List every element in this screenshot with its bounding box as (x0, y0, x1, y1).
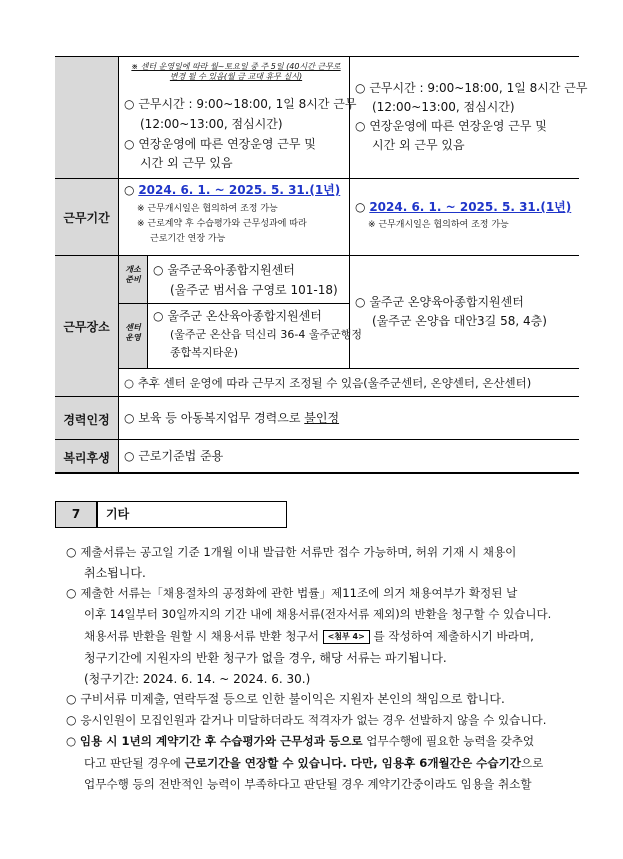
welfare-text-value: 근로기준법 준용 (138, 449, 224, 463)
item-2-line-5: (청구기간: 2024. 6. 14. ~ 2024. 6. 30.) (84, 672, 311, 686)
left-lunch: (12:00~13:00, 점심시간) (140, 117, 283, 131)
item-4-line-1 (66, 713, 546, 727)
career-label: 경력인정 (63, 413, 110, 427)
bullet: ○ (66, 545, 77, 559)
sub-label-oper-2: 운영 (125, 333, 141, 342)
bullet: ○ (124, 183, 135, 197)
sub-label-oper (119, 323, 147, 343)
item-5-line-1b: 업무수행에 필요한 능력을 갖추었 (362, 734, 535, 748)
bullet: ○ (355, 295, 366, 309)
item-3-line-1 (66, 692, 505, 706)
sub-label-oper-1: 센터 (125, 323, 141, 332)
bullet: ○ (66, 586, 77, 600)
table-line (147, 255, 148, 368)
sub-label-prep (119, 265, 147, 285)
place-sub2-name (153, 309, 322, 323)
place-sub1-addr: (울주군 범서읍 구영로 101-18) (170, 283, 338, 297)
place-right-name-text: 울주군 온양육아종합지원센터 (369, 295, 524, 309)
right-period-date: 2024. 6. 1. ~ 2025. 5. 31.(1년) (369, 200, 572, 214)
welfare-label: 복리후생 (63, 451, 110, 465)
item-1-text: 제출서류는 공고일 기준 1개월 이내 발급한 서류만 접수 가능하며, 허위 기재 시 채용이 (80, 545, 517, 559)
place-sub1-name-text: 울주군육아종합지원센터 (167, 263, 295, 277)
bullet: ○ (66, 734, 77, 748)
right-period-note: ※ 근무개시일은 협의하여 조정 가능 (368, 220, 509, 230)
item-2-text: 제출한 서류는「채용절차의 공정화에 관한 법률」제11조에 의거 채용여부가 확정된 날 (80, 586, 518, 600)
item-5-line-2c: 으로 (520, 756, 544, 770)
left-extra (124, 137, 316, 151)
item-5-line-1 (66, 734, 534, 748)
right-extra (355, 119, 547, 133)
left-period (124, 183, 340, 197)
item-2-line-4: 청구기간에 지원자의 반환 청구가 없을 경우, 해당 서류는 파기됩니다. (84, 651, 447, 665)
sub-label-prep-2: 준비 (125, 275, 141, 284)
sub-label-prep-1: 개소 (125, 265, 141, 274)
left-extra-2: 시간 외 근무 있음 (140, 156, 233, 170)
right-extra-2: 시간 외 근무 있음 (372, 138, 465, 152)
header-col-bg-top (55, 57, 118, 178)
table-line (55, 255, 579, 256)
career-text-underline: 불인정 (304, 411, 340, 425)
item-2-line-3b: 를 작성하여 제출하시기 바라며, (373, 629, 534, 643)
right-lunch: (12:00~13:00, 점심시간) (372, 100, 515, 114)
place-footer-text: 추후 센터 운영에 따라 근무지 조정될 수 있음(울주군센터, 온양센터, 온산센터) (137, 376, 532, 390)
item-5-line-1a: 임용 시 1년의 계약기간 후 수습평가와 근무성과 등으로 (79, 734, 363, 748)
place-footer (124, 376, 531, 390)
career-text-pre: 보육 등 아동복지업무 경력으로 (138, 411, 305, 425)
left-period-note-1: ※ 근무개시일은 협의하여 조정 가능 (137, 204, 278, 214)
right-period (355, 200, 571, 214)
hours-note: ※ 센터 운영일에 따라 월~토요일 중 주 5일 (40시간 근무로 변경 될 수 있음(월 금 교대 휴무 실시) (131, 62, 341, 81)
section-number: 7 (71, 507, 81, 521)
place-sub2-name-text: 울주군 온산육아종합지원센터 (167, 309, 322, 323)
place-label: 근무장소 (63, 320, 110, 334)
left-period-note-3: 근로기간 연장 가능 (150, 234, 226, 244)
right-hours-text: 근무시간 : 9:00~18:00, 1일 8시간 근무 (369, 81, 588, 95)
left-hours-text: 근무시간 : 9:00~18:00, 1일 8시간 근무 (138, 97, 357, 111)
table-line (55, 396, 579, 397)
bullet: ○ (124, 376, 135, 390)
career-text (124, 411, 339, 425)
attachment-box: <첨부 4> (323, 630, 370, 644)
right-hours (355, 81, 587, 95)
bullet: ○ (124, 449, 135, 463)
bullet: ○ (66, 692, 77, 706)
place-sub2-addr-2: 종합복지타운) (170, 346, 239, 359)
bullet: ○ (66, 713, 77, 727)
bullet: ○ (124, 411, 135, 425)
bullet: ○ (124, 97, 135, 111)
item-5-line-2 (84, 756, 543, 770)
item-5-line-2a: 다고 판단될 경우에 (84, 756, 185, 770)
bullet: ○ (355, 200, 366, 214)
table-line (55, 439, 579, 440)
left-hours (124, 97, 356, 111)
item-5-line-3: 업무수행 등의 전반적인 능력이 부족하다고 판단될 경우 계약기간중이라도 임용을 취소할 (84, 777, 532, 791)
bullet: ○ (124, 137, 135, 151)
table-line (55, 56, 579, 57)
bullet: ○ (153, 263, 164, 277)
item-3-text: 구비서류 미제출, 연락두절 등으로 인한 불이익은 지원자 본인의 책임으로 합니다. (80, 692, 505, 706)
left-period-note-2: ※ 근로계약 후 수습평가와 근무성과에 따라 (137, 219, 307, 229)
item-4-text: 응시인원이 모집인원과 같거나 미달하더라도 적격자가 없는 경우 선발하지 않을 수 있습니다. (80, 713, 547, 727)
place-sub2-addr-1: (울주군 온산읍 덕신리 36-4 울주군행정 (170, 328, 363, 341)
section-title: 기타 (106, 507, 130, 521)
bullet: ○ (153, 309, 164, 323)
item-2-line-1 (66, 586, 517, 600)
right-extra-text: 연장운영에 따른 연장운영 근무 및 (369, 119, 547, 133)
bullet: ○ (355, 119, 366, 133)
item-2-line-3a: 채용서류 반환을 원할 시 채용서류 반환 청구서 (84, 629, 319, 643)
bullet: ○ (355, 81, 366, 95)
item-1-line-1 (66, 545, 516, 559)
place-right-name (355, 295, 524, 309)
table-line (55, 178, 579, 179)
left-period-date: 2024. 6. 1. ~ 2025. 5. 31.(1년) (138, 183, 341, 197)
left-extra-text: 연장운영에 따른 연장운영 근무 및 (138, 137, 316, 151)
item-2-line-2: 이후 14일부터 30일까지의 기간 내에 채용서류(전자서류 제외)의 반환을 청구할 수 있습니다. (84, 607, 552, 621)
item-5-line-2b: 근로기간을 연장할 수 있습니다. 다만, 임용후 6개월간은 수습기간 (184, 756, 521, 770)
welfare-text (124, 449, 223, 463)
item-1-line-2: 취소됩니다. (84, 566, 146, 580)
place-right-addr: (울주군 온양읍 대안3길 58, 4층) (372, 314, 547, 328)
table-line (119, 303, 349, 304)
period-label: 근무기간 (63, 211, 110, 225)
table-line (55, 472, 579, 474)
item-2-line-3 (84, 629, 534, 644)
place-sub1-name (153, 263, 295, 277)
